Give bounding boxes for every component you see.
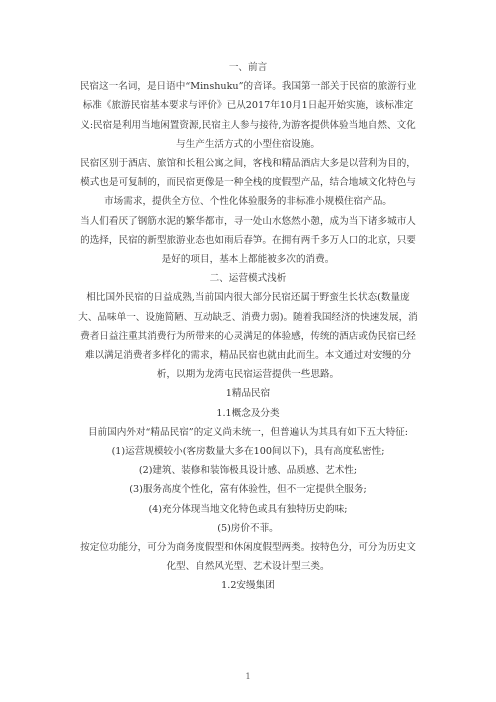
paragraph-minshuku-definition: 民宿这一名词，是日语中“Minshuku”的音译。我国第一部关于民宿的旅游行业标准《旅游民宿基本要求与评价》已从2017年10月1日起开始实施，该标准定义:民宿是利用当地闲置资源,民宿主人参与接待,为游客提供体验当地自然、文化与生产生活方式的小型住宿设施。 [79, 81, 417, 150]
list-item-feature-3: (3)服务高度个性化，富有体验性，但不一定提供全服务; [129, 484, 367, 496]
page-number: 1 [245, 672, 251, 681]
subheading-boutique-minshuku: 1精品民宿 [225, 388, 271, 400]
section-heading-preface: 一、前言 [228, 62, 268, 73]
paragraph-five-features-intro: 目前国内外对“精品民宿”的定义尚未统一，但普遍认为其具有如下五大特征: [87, 426, 409, 438]
list-item-feature-1: (1)运营规模较小(客房数量大多在100间以下)，具有高度私密性; [111, 446, 385, 458]
paragraph-domestic-status: 相比国外民宿的日益成熟,当前国内很大部分民宿还属于野蛮生长状态(数量庞大、品味单一、设施简陋、互动缺乏、消费力弱)。随着我国经济的快速发展，消费者日益注重其消费行为所带来的心灵满足的体验感，传统的酒店或伪民宿已经难以满足消费者多样化的需求，精品民宿也就由此而生。本文通过对安缦的分析，以期为龙湾屯民宿运营提供一些思路。 [78, 292, 418, 381]
paragraph-minshuku-difference: 民宿区别于酒店、旅馆和长租公寓之间，客栈和精品酒店大多是以营利为目的，模式也是可复制的，而民宿更像是一种全栈的度假型产品，结合地域文化特色与市场需求，提供全方位、个性化体验服务的非标准小规模住宿产品。 [80, 158, 416, 208]
list-item-feature-5: (5)房价不菲。 [217, 522, 279, 534]
subheading-concept-classification: 1.1概念及分类 [216, 407, 280, 419]
section-heading-operation-model: 二、运营模式浅析 [209, 273, 287, 285]
paragraph-classification: 按定位功能分，可分为商务度假型和休闲度假型两类。按特色分，可分为历史文化型、自然风光型、艺术设计型三类。 [80, 542, 416, 573]
paragraph-urban-demand: 当人们看厌了钢筋水泥的繁华都市，寻一处山水悠然小憩，成为当下诸多城市人的选择，民宿的新型旅游业态也如雨后春笋。在拥有两千多万人口的北京，只要是好的项目，基本上都能被多次的消费。 [80, 215, 416, 266]
document-body [78, 58, 418, 596]
list-item-feature-4: (4)充分体现当地文化特色或具有独特历史韵味; [148, 503, 348, 515]
subheading-aman-group: 1.2安缦集团 [221, 580, 275, 592]
list-item-feature-2: (2)建筑、装修和装饰极具设计感、品质感、艺术性; [138, 465, 358, 477]
